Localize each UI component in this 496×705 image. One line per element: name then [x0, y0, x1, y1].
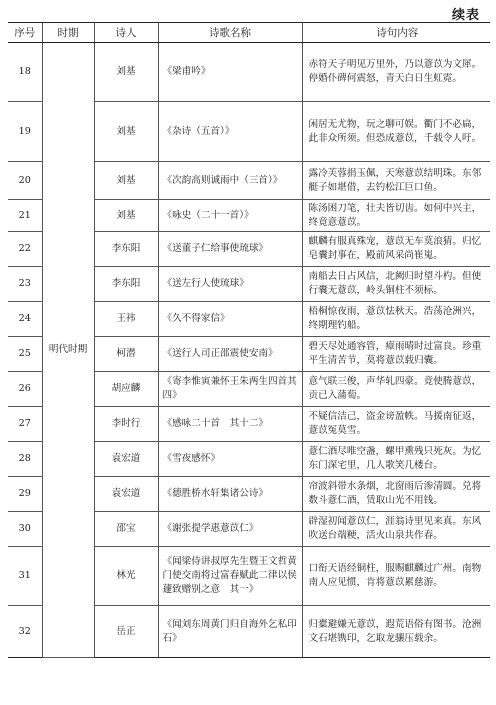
- poem-content: 意气联三俊，声华轧四豪。竟使腾薏苡，贡已入蒲萄。: [302, 372, 490, 407]
- poet-name: 刘基: [94, 43, 158, 102]
- poem-content: 露冷芙蓉捐玉佩，天寒薏苡结明珠。东邻艇子如堪借，去钓松江巨口鱼。: [302, 162, 490, 200]
- poem-title: 《德胜桥水轩集诸公诗》: [158, 477, 302, 512]
- poet-name: 袁宏道: [94, 477, 158, 512]
- column-header-content: 诗句内容: [302, 23, 490, 43]
- poem-title: 《寄李惟寅兼怀王朱两生四首其四》: [158, 372, 302, 407]
- row-number: 30: [8, 512, 42, 547]
- poet-name: 李时行: [94, 407, 158, 442]
- poem-title: 《雪夜感怀》: [158, 442, 302, 477]
- poem-title: 《送左行人使琉球》: [158, 267, 302, 302]
- poem-content: 梧桐惊夜雨，薏苡怯秋天。浩荡沧洲兴，终期理钓船。: [302, 302, 490, 337]
- poet-name: 胡应麟: [94, 372, 158, 407]
- poem-content: 口衔天语经铜柱，服赐麒麟过广州。南物南人应见惯，肯将薏苡累慈游。: [302, 547, 490, 606]
- poet-name: 刘基: [94, 162, 158, 200]
- row-number: 29: [8, 477, 42, 512]
- column-header-period: 时期: [42, 23, 94, 43]
- poem-title: 《闻梁侍讲叔厚先生暨王文哲黄门使交南将过富春赋此二律以侯蘧致赠别之意 其一》: [158, 547, 302, 606]
- row-number: 27: [8, 407, 42, 442]
- poem-content: 闲居无尤物，玩之聊可娱。衢门不必扁，此非众所须。但恐成薏苡，千载令人吁。: [302, 102, 490, 162]
- row-number: 26: [8, 372, 42, 407]
- row-number: 18: [8, 43, 42, 102]
- poem-title: 《次韵高则诚雨中（三首）》: [158, 162, 302, 200]
- column-header-title: 诗歌名称: [158, 23, 302, 43]
- row-number: 20: [8, 162, 42, 200]
- continued-label: 续表: [451, 8, 480, 23]
- row-number: 23: [8, 267, 42, 302]
- poem-content: 帘波斜带水条烟，北窗雨后渗清圆。兑将数斗薏仁酒，赁取山光不用钱。: [302, 477, 490, 512]
- row-number: 21: [8, 200, 42, 232]
- poet-name: 岳正: [94, 606, 158, 658]
- table-row: [8, 43, 490, 102]
- row-number: 22: [8, 232, 42, 267]
- poet-name: 刘基: [94, 200, 158, 232]
- poem-title: 《感咏二十首 其十二》: [158, 407, 302, 442]
- column-header-poet: 诗人: [94, 23, 158, 43]
- table-header-row: [8, 23, 490, 43]
- row-number: 28: [8, 442, 42, 477]
- poem-title: 《闻刘东周黄门归自海外乞私印石》: [158, 606, 302, 658]
- poem-content: 麒麟有服真殊宠，薏苡无车莫浪猜。归忆皂囊封事在，殿前风采尚崔嵬。: [302, 232, 490, 267]
- row-number: 25: [8, 337, 42, 372]
- poem-table: [8, 22, 490, 658]
- poet-name: 李东阳: [94, 267, 158, 302]
- poem-content: 南船去日占风信，北阙归时望斗杓。但使行囊无薏苡，岭头铜柱不须标。: [302, 267, 490, 302]
- row-number: 24: [8, 302, 42, 337]
- poem-content: 陈汤困刀笔，壮夫皆切齿。如何中兴主，终竟意薏苡。: [302, 200, 490, 232]
- poem-title: 《梁甫吟》: [158, 43, 302, 102]
- poem-content: 不疑信洁己，盗金谤盈帙。马援南征返，薏苡冤莫雪。: [302, 407, 490, 442]
- period-cell: 明代时期: [42, 43, 94, 658]
- poet-name: 刘基: [94, 102, 158, 162]
- poet-name: 林光: [94, 547, 158, 606]
- poem-title: 《谢张提学惠薏苡仁》: [158, 512, 302, 547]
- poet-name: 邵宝: [94, 512, 158, 547]
- column-header-no: 序号: [8, 23, 42, 43]
- poet-name: 柯潜: [94, 337, 158, 372]
- poem-content: 归橐避嫌无薏苡，遐荒语俗有图书。沧洲文石堪镌印，乞取龙骧压载余。: [302, 606, 490, 658]
- poem-title: 《久不得家信》: [158, 302, 302, 337]
- poem-content: 碧天尽处通容管，瘴雨晴时过富良。珍重平生清苦节，莫将薏苡载归囊。: [302, 337, 490, 372]
- poem-content: 辟湿初闻薏苡仁，涯翁诗里见来真。东风吹送台端粳，活火山泉共作春。: [302, 512, 490, 547]
- poem-title: 《咏史（二十一首）》: [158, 200, 302, 232]
- poet-name: 李东阳: [94, 232, 158, 267]
- row-number: 31: [8, 547, 42, 606]
- row-number: 32: [8, 606, 42, 658]
- poem-title: 《送行人司正邵震使安南》: [158, 337, 302, 372]
- poet-name: 王祎: [94, 302, 158, 337]
- poem-title: 《送董子仁给事使琉球》: [158, 232, 302, 267]
- poem-content: 薏仁酒尽唯空盏，螺甲熏残只死灰。为忆东门深宅里，几人歌笑几楼台。: [302, 442, 490, 477]
- row-number: 19: [8, 102, 42, 162]
- poem-title: 《杂诗（五首）》: [158, 102, 302, 162]
- poem-content: 赤符天子明见万里外，乃以薏苡为文犀。停婚仆碑何震怒，青天白日生虹霓。: [302, 43, 490, 102]
- poet-name: 袁宏道: [94, 442, 158, 477]
